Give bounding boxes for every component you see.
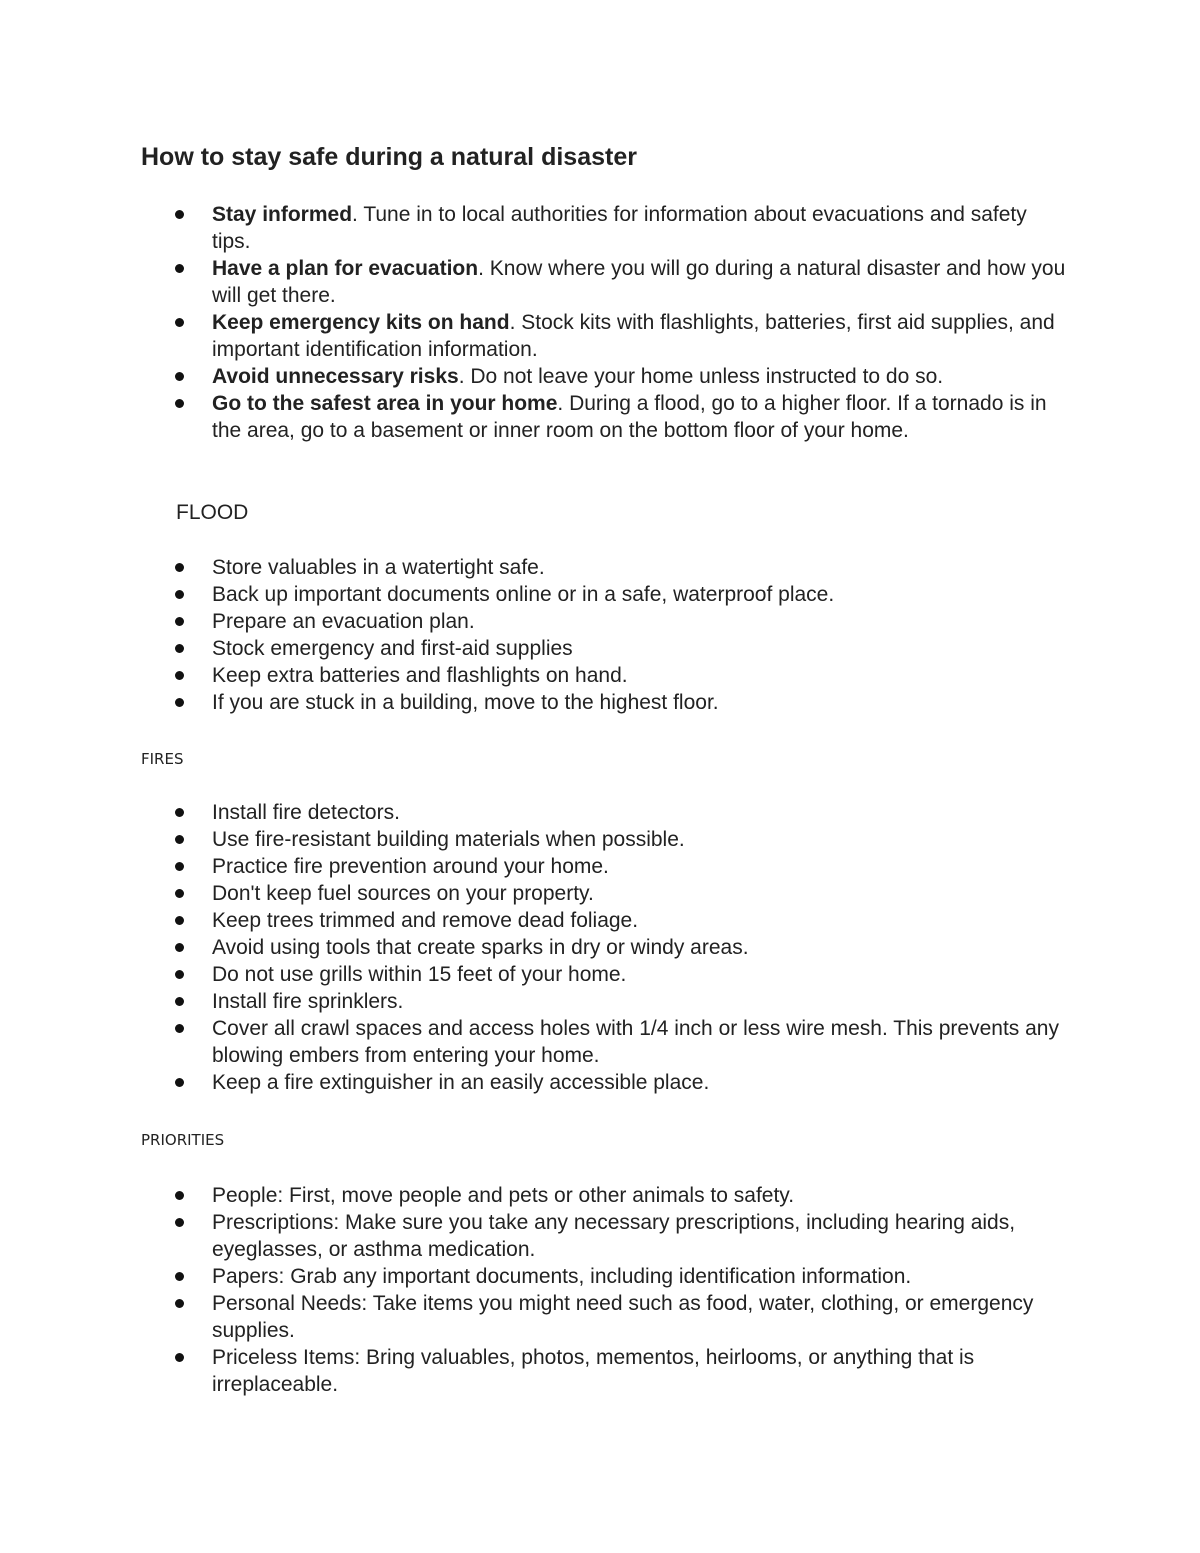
- item-text: Practice fire prevention around your home.: [212, 855, 609, 878]
- bullet-icon: [175, 808, 184, 817]
- item-text: Prescriptions: Make sure you take any necessary prescriptions, including hearing aids, eyeglasses, or asthma medication.: [212, 1211, 1016, 1261]
- item-text: Papers: Grab any important documents, including identification information.: [212, 1265, 912, 1288]
- item-text: Keep a fire extinguisher in an easily accessible place.: [212, 1071, 710, 1094]
- item-text: . Stock kits with flashlights, batteries, first aid supplies, and important identification information.: [212, 311, 1055, 361]
- item-lead: Have a plan for evacuation: [212, 257, 479, 280]
- bullet-icon: [175, 698, 184, 707]
- bullet-icon: [175, 970, 184, 979]
- bullet-icon: [175, 671, 184, 680]
- list-item: [0, 934, 1200, 961]
- list-item: [0, 635, 1200, 662]
- bullet-icon: [175, 1299, 184, 1308]
- item-text: Install fire sprinklers.: [212, 990, 404, 1013]
- bullet-icon: [175, 318, 184, 327]
- item-lead: Go to the safest area in your home: [212, 392, 558, 415]
- list-item: [0, 826, 1200, 853]
- fires-list: [0, 799, 1200, 1096]
- priorities-list: [0, 1182, 1200, 1398]
- bullet-icon: [175, 1353, 184, 1362]
- item-text: Prepare an evacuation plan.: [212, 610, 475, 633]
- bullet-icon: [175, 1272, 184, 1281]
- bullet-icon: [175, 1024, 184, 1033]
- intro-list: [0, 201, 1200, 444]
- list-item: [0, 309, 1200, 363]
- list-item: [0, 880, 1200, 907]
- list-item: [0, 988, 1200, 1015]
- section-heading-flood: FLOOD: [176, 501, 249, 524]
- bullet-icon: [175, 862, 184, 871]
- bullet-icon: [175, 1191, 184, 1200]
- item-text: Stock emergency and first-aid supplies: [212, 637, 573, 660]
- bullet-icon: [175, 399, 184, 408]
- item-text: Do not use grills within 15 feet of your home.: [212, 963, 627, 986]
- item-lead: Avoid unnecessary risks: [212, 365, 459, 388]
- list-item: [0, 608, 1200, 635]
- item-lead: Stay informed: [212, 203, 353, 226]
- bullet-icon: [175, 644, 184, 653]
- item-text: . During a flood, go to a higher floor. If a tornado is in the area, go to a basement or inner room on the bottom floor of your home.: [212, 392, 1047, 442]
- item-text: Back up important documents online or in a safe, waterproof place.: [212, 583, 835, 606]
- flood-list: [0, 554, 1200, 716]
- item-text: People: First, move people and pets or other animals to safety.: [212, 1184, 795, 1207]
- list-item: [0, 1290, 1200, 1344]
- list-item: [0, 554, 1200, 581]
- list-item: [0, 662, 1200, 689]
- list-item: [0, 390, 1200, 444]
- list-item: [0, 1069, 1200, 1096]
- list-item: [0, 581, 1200, 608]
- list-item: [0, 853, 1200, 880]
- item-lead: Keep emergency kits on hand: [212, 311, 510, 334]
- bullet-icon: [175, 889, 184, 898]
- list-item: [0, 201, 1200, 255]
- list-item: [0, 255, 1200, 309]
- bullet-icon: [175, 372, 184, 381]
- item-text: Install fire detectors.: [212, 801, 400, 824]
- list-item: [0, 961, 1200, 988]
- bullet-icon: [175, 835, 184, 844]
- item-text: . Tune in to local authorities for information about evacuations and safety tips.: [212, 203, 1027, 253]
- bullet-icon: [175, 210, 184, 219]
- bullet-icon: [175, 617, 184, 626]
- list-item: [0, 1344, 1200, 1398]
- item-text: Keep trees trimmed and remove dead foliage.: [212, 909, 639, 932]
- item-text: Personal Needs: Take items you might need such as food, water, clothing, or emergency supplies.: [212, 1292, 1034, 1342]
- item-text: If you are stuck in a building, move to the highest floor.: [212, 691, 719, 714]
- bullet-icon: [175, 1218, 184, 1227]
- bullet-icon: [175, 1078, 184, 1087]
- bullet-icon: [175, 590, 184, 599]
- bullet-icon: [175, 997, 184, 1006]
- list-item: [0, 1209, 1200, 1263]
- item-text: . Do not leave your home unless instructed to do so.: [458, 365, 944, 388]
- item-text: Don't keep fuel sources on your property.: [212, 882, 594, 905]
- bullet-icon: [175, 916, 184, 925]
- page-title: How to stay safe during a natural disaster: [141, 143, 637, 171]
- bullet-icon: [175, 943, 184, 952]
- list-item: [0, 907, 1200, 934]
- item-text: Store valuables in a watertight safe.: [212, 556, 545, 579]
- item-text: Avoid using tools that create sparks in dry or windy areas.: [212, 936, 749, 959]
- item-text: Use fire-resistant building materials when possible.: [212, 828, 685, 851]
- list-item: [0, 1263, 1200, 1290]
- bullet-icon: [175, 264, 184, 273]
- item-text: . Know where you will go during a natural disaster and how you will get there.: [212, 257, 1066, 307]
- list-item: [0, 799, 1200, 826]
- list-item: [0, 689, 1200, 716]
- bullet-icon: [175, 563, 184, 572]
- section-heading-priorities: PRIORITIES: [141, 1131, 225, 1149]
- item-text: Keep extra batteries and flashlights on hand.: [212, 664, 628, 687]
- item-text: Cover all crawl spaces and access holes with 1/4 inch or less wire mesh. This prevents any blowing embers from entering your home.: [212, 1017, 1059, 1067]
- section-heading-fires: FIRES: [141, 750, 184, 768]
- item-text: Priceless Items: Bring valuables, photos, mementos, heirlooms, or anything that is irreplaceable.: [212, 1346, 975, 1396]
- list-item: [0, 363, 1200, 390]
- list-item: [0, 1182, 1200, 1209]
- list-item: [0, 1015, 1200, 1069]
